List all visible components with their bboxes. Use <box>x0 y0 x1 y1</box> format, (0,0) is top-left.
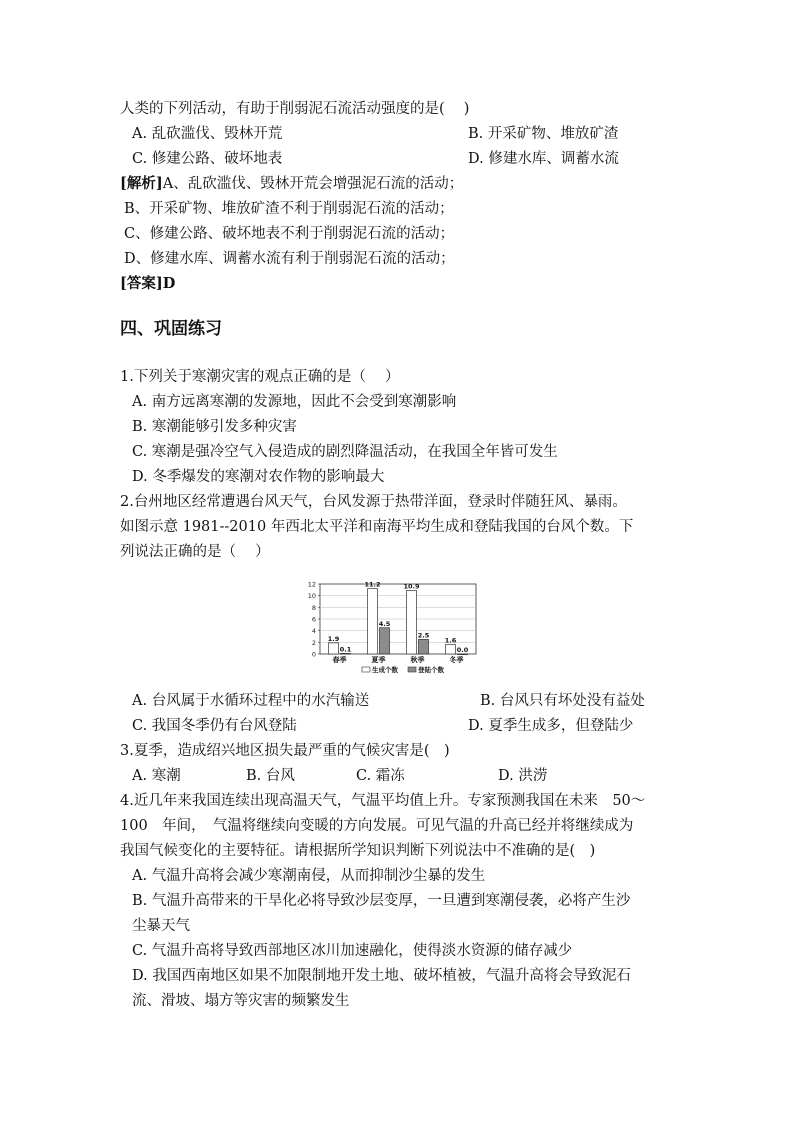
x-category-label: 秋季 <box>410 656 425 664</box>
analysis-text-a: A、乱砍滥伐、毁林开荒会增强泥石流的活动； <box>162 176 464 192</box>
intro-option-c: C. 修建公路、破坏地表 <box>132 151 283 167</box>
q2-option-a: A. 台风属于水循环过程中的水汽输送 <box>132 693 370 709</box>
q3-option-d: D. 洪涝 <box>498 768 548 784</box>
y-tick-label: 10 <box>307 592 316 601</box>
legend-swatch-landed <box>408 667 416 672</box>
bar-generated <box>407 590 417 654</box>
q3-option-c: C. 霜冻 <box>356 768 405 784</box>
x-category-label: 夏季 <box>371 656 386 664</box>
section-title: 四、巩固练习 <box>120 319 222 339</box>
bar-value-label: 1.9 <box>327 634 340 643</box>
intro-question-stem: 人类的下列活动，有助于削弱泥石流活动强度的是( ) <box>120 101 470 117</box>
q4-option-d: D. 我国西南地区如果不加限制地开发土地、破坏植被，气温升高将会导致泥石 <box>132 968 631 984</box>
q3-option-a: A. 寒潮 <box>132 768 181 784</box>
intro-option-a: A. 乱砍滥伐、毁林开荒 <box>132 126 283 142</box>
q2-stem-line-3: 列说法正确的是（ ） <box>120 544 270 560</box>
bar-landed <box>380 628 390 654</box>
q1-stem: 1.下列关于寒潮灾害的观点正确的是（ ） <box>120 369 400 385</box>
bar-value-label: 2.5 <box>417 631 430 640</box>
y-tick-label: 2 <box>311 638 316 647</box>
q3-option-b: B. 台风 <box>246 768 295 784</box>
q1-option-b: B. 寒潮能够引发多种灾害 <box>132 419 297 435</box>
q4-option-d-cont: 流、滑坡、塌方等灾害的频繁发生 <box>132 993 350 1009</box>
analysis-text-c: C、修建公路、破坏地表不利于削弱泥石流的活动； <box>124 226 455 242</box>
analysis-text-d: D、修建水库、调蓄水流有利于削弱泥石流的活动； <box>124 251 455 267</box>
q4-stem-line-3: 我国气候变化的主要特征。请根据所学知识判断下列说法中不准确的是( ) <box>120 843 596 859</box>
analysis-line-1 <box>120 174 463 194</box>
bar-value-label: 0.1 <box>339 645 352 654</box>
y-tick-label: 6 <box>311 615 316 624</box>
bar-value-label: 11.2 <box>364 580 381 589</box>
bar-value-label: 4.5 <box>378 619 391 628</box>
bar-value-label: 0.0 <box>456 646 469 654</box>
q2-option-c: C. 我国冬季仍有台风登陆 <box>132 718 297 734</box>
y-tick-label: 4 <box>311 627 316 636</box>
q2-option-b: B. 台风只有坏处没有益处 <box>480 693 645 709</box>
bar-generated <box>446 645 456 654</box>
q4-stem-line-1: 4.近几年来我国连续出现高温天气，气温平均值上升。专家预测我国在未来 50～ <box>120 793 646 809</box>
bar-landed <box>458 654 468 655</box>
x-category-label: 冬季 <box>449 656 464 664</box>
q4-option-b-cont: 尘暴天气 <box>132 918 190 934</box>
analysis-label: [解析] <box>120 175 163 192</box>
y-tick-label: 8 <box>311 603 316 612</box>
bar-generated <box>368 589 378 654</box>
legend-label: 登陆个数 <box>418 666 444 674</box>
q4-option-c: C. 气温升高将导致西部地区冰川加速融化，使得淡水资源的储存减少 <box>132 943 573 959</box>
bar-landed <box>341 653 351 654</box>
q1-option-a: A. 南方远离寒潮的发源地，因此不会受到寒潮影响 <box>132 394 457 410</box>
q3-stem: 3.夏季，造成绍兴地区损失最严重的气候灾害是( ) <box>120 743 450 759</box>
x-category-label: 春季 <box>332 656 347 664</box>
legend-label: 生成个数 <box>372 666 398 674</box>
q4-option-b: B. 气温升高带来的干旱化必将导致沙层变厚，一旦遭到寒潮侵袭，必将产生沙 <box>132 893 631 909</box>
q2-option-d: D. 夏季生成多，但登陆少 <box>468 718 634 734</box>
q4-stem-line-2: 100 年间， 气温将继续向变暖的方向发展。可见气温的升高已经并将继续成为 <box>120 818 634 834</box>
y-tick-label: 0 <box>311 650 316 659</box>
legend-swatch-generated <box>362 667 370 672</box>
bar-value-label: 10.9 <box>403 582 420 591</box>
q1-option-c: C. 寒潮是强冷空气入侵造成的剧烈降温活动，在我国全年皆可发生 <box>132 444 558 460</box>
intro-answer: [答案]D <box>120 275 176 292</box>
intro-option-d: D. 修建水库、调蓄水流 <box>468 151 619 167</box>
bar-landed <box>419 639 429 654</box>
intro-option-b: B. 开采矿物、堆放矿渣 <box>468 126 619 142</box>
analysis-text-b: B、开采矿物、堆放矿渣不利于削弱泥石流的活动； <box>124 201 454 217</box>
bar-generated <box>329 643 339 654</box>
q1-option-d: D. 冬季爆发的寒潮对农作物的影响最大 <box>132 469 385 485</box>
q2-stem-line-2: 如图示意 1981--2010 年西北太平洋和南海平均生成和登陆我国的台风个数。下 <box>120 519 634 535</box>
y-tick-label: 12 <box>307 580 316 589</box>
bar-value-label: 1.6 <box>444 636 457 645</box>
typhoon-bar-chart-svg <box>300 578 480 678</box>
typhoon-bar-chart <box>300 578 480 678</box>
q4-option-a: A. 气温升高将会减少寒潮南侵，从而抑制沙尘暴的发生 <box>132 868 486 884</box>
q2-stem-line-1: 2.台州地区经常遭遇台风天气，台风发源于热带洋面，登录时伴随狂风、暴雨。 <box>120 494 627 510</box>
